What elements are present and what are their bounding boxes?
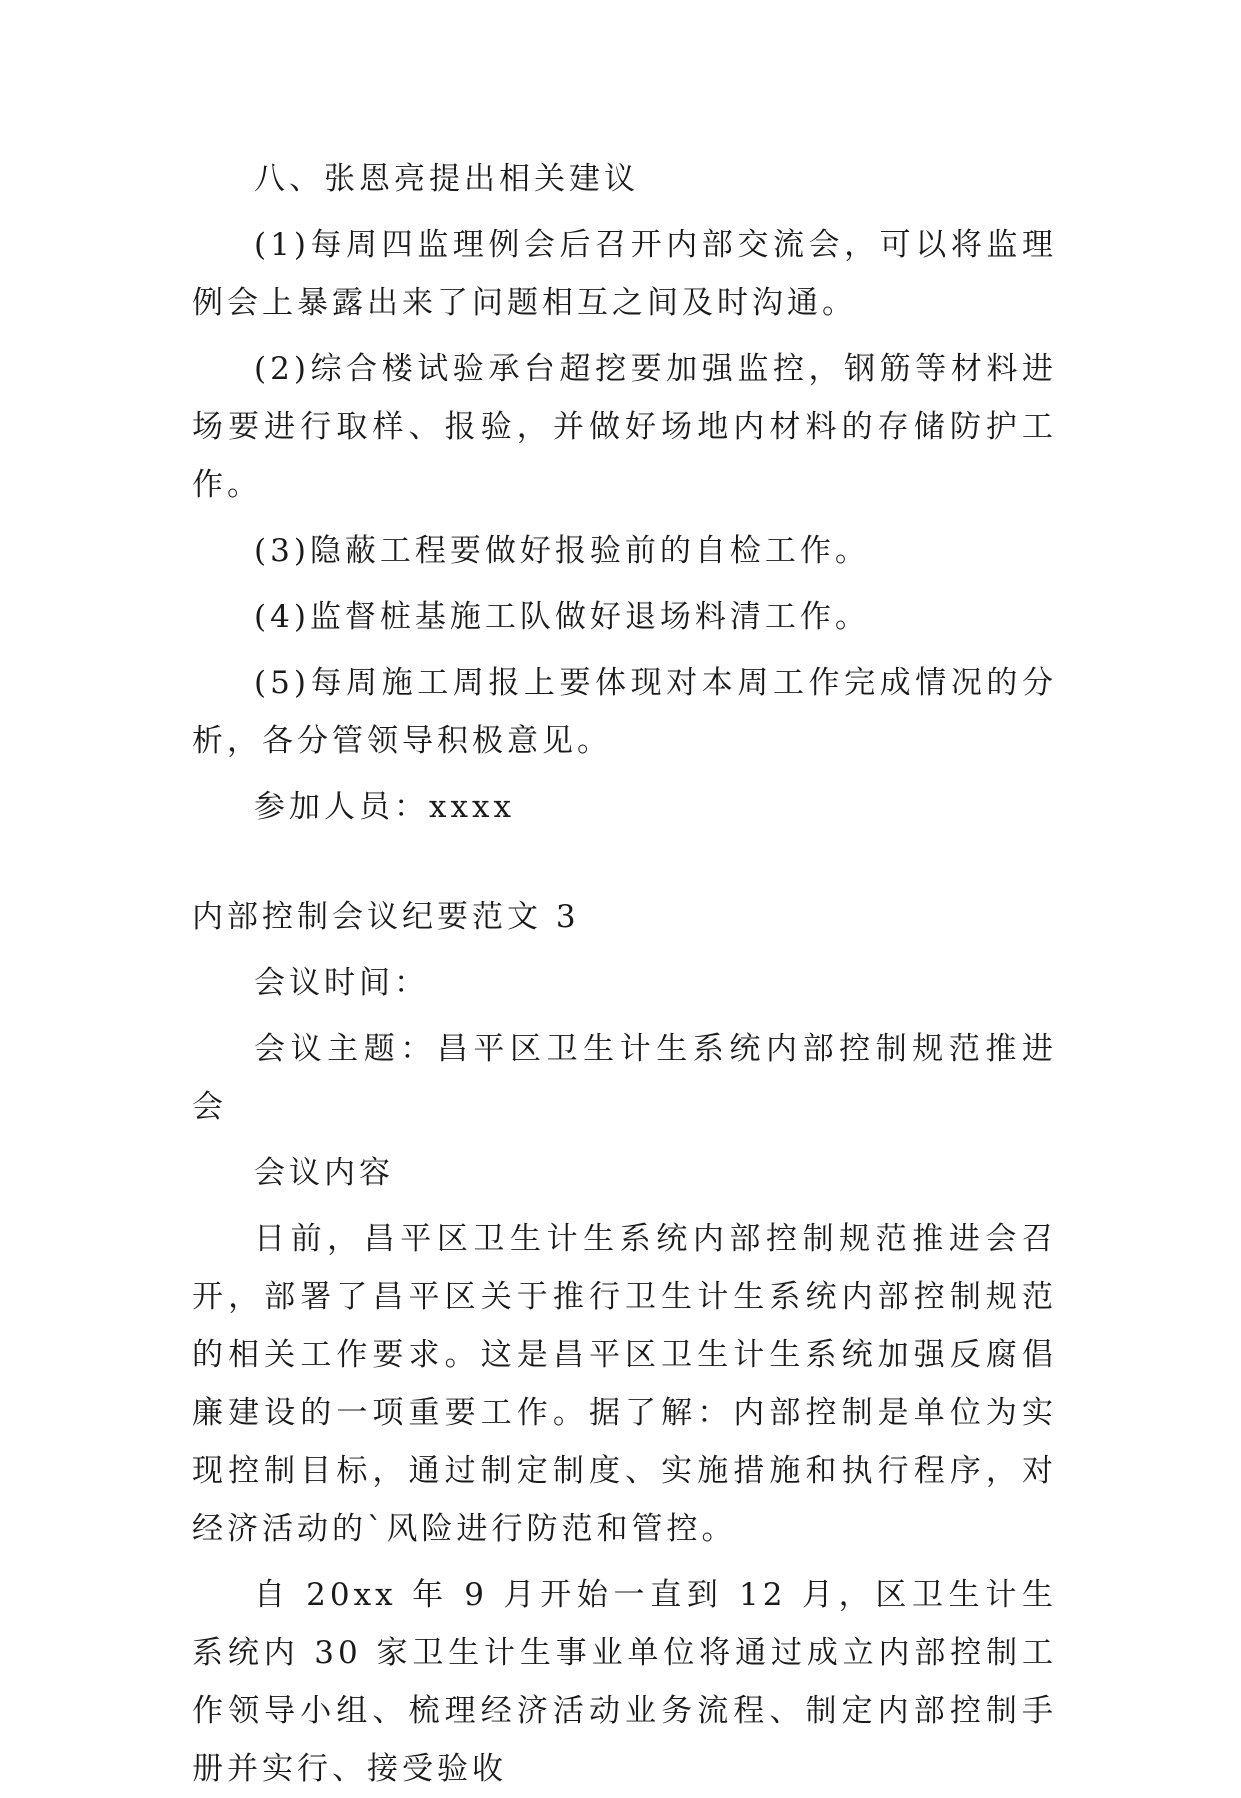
document-title: 内部控制会议纪要范文 3	[192, 899, 580, 935]
meeting-topic: 会议主题：昌平区卫生计生系统内部控制规范推进会	[192, 1031, 1057, 1125]
suggestion-item-4: (4)监督桩基施工队做好退场料清工作。	[254, 599, 870, 635]
suggestion-item-3: (3)隐蔽工程要做好报验前的自检工作。	[254, 533, 870, 569]
suggestion-item-2: (2)综合楼试验承台超挖要加强监控，钢筋等材料进场要进行取样、报验，并做好场地内材料的存储防护工作。	[192, 351, 1057, 503]
suggestion-item-1: (1)每周四监理例会后召开内部交流会，可以将监理例会上暴露出来了问题相互之间及时沟通。	[192, 227, 1057, 321]
meeting-content-label: 会议内容	[254, 1155, 394, 1191]
meeting-time: 会议时间：	[254, 965, 429, 1001]
attendees-line: 参加人员：xxxx	[254, 789, 515, 825]
document-body	[192, 150, 1057, 1798]
suggestion-item-5: (5)每周施工周报上要体现对本周工作完成情况的分析，各分管领导积极意见。	[192, 665, 1057, 759]
body-paragraph-1: 日前，昌平区卫生计生系统内部控制规范推进会召开，部署了昌平区关于推行卫生计生系统内部控制规范的相关工作要求。这是昌平区卫生计生系统加强反腐倡廉建设的一项重要工作。据了解：内部控制是单位为实现控制目标，通过制定制度、实施措施和执行程序，对经济活动的`风险进行防范和管控。	[192, 1221, 1057, 1547]
body-paragraph-2: 自 20xx 年 9 月开始一直到 12 月，区卫生计生系统内 30 家卫生计生事业单位将通过成立内部控制工作领导小组、梳理经济活动业务流程、制定内部控制手册并实行、接受验收	[192, 1577, 1057, 1787]
section-heading: 八、张恩亮提出相关建议	[254, 161, 639, 197]
